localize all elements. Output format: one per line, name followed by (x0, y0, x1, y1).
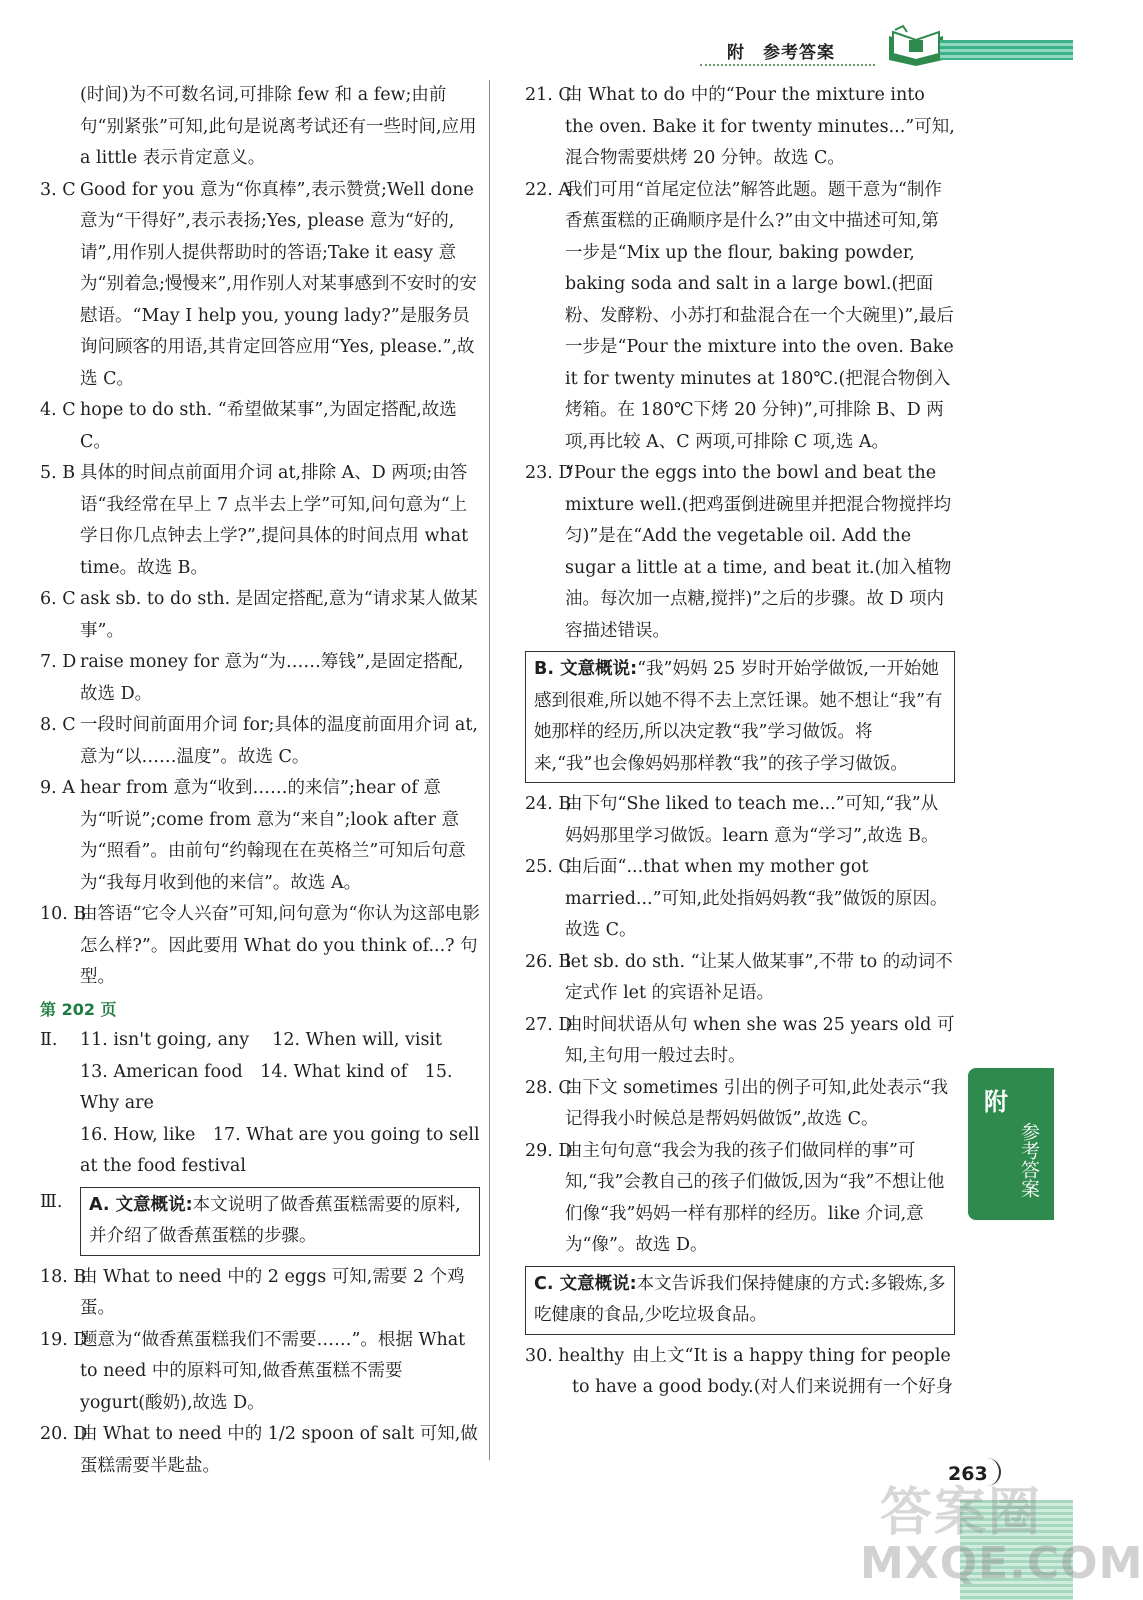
section-line: 13. American food 14. What kind of 15. Why are (80, 1061, 453, 1113)
answer-text: 由后面“...that when my mother got married...”可知,此处指妈妈教“我”做饭的原因。故选 C。 (565, 857, 948, 940)
appendix-side-tab (968, 1068, 1054, 1220)
answer-number: 18. B (40, 1266, 87, 1287)
answer-number: 25. C (525, 857, 572, 877)
answer-item (40, 773, 480, 899)
answer-item (40, 584, 480, 647)
book-logo-icon (885, 26, 947, 66)
answer-number: 20. D (40, 1424, 88, 1444)
section-3 (40, 1187, 480, 1256)
answer-number: 5. B (40, 463, 76, 483)
answer-item (525, 175, 955, 459)
answer-number: 8. C (40, 715, 76, 735)
answer-text: 由时间状语从句 when she was 25 years old 可知,主句用一般过去时。 (565, 1014, 955, 1066)
answer-number: 22. A (525, 179, 572, 200)
summary-text: 本文说明了做香蕉蛋糕需要的原料,并介绍了做香蕉蛋糕的步骤。 (89, 1194, 461, 1246)
answer-item (40, 1262, 480, 1325)
answer-text: 题意为“做香蕉蛋糕我们不需要……”。根据 What to need 中的原料可知,做香蕉蛋糕不需要 yogurt(酸奶),故选 D。 (80, 1329, 466, 1413)
summary-box-c (525, 1266, 955, 1335)
answer-text: “Pour the eggs into the bowl and beat the mixture well.(把鸡蛋倒进碗里并把混合物搅拌均匀)”是在“Add the vegetable oil. Add the sugar a little at a time, and beat it.(加入植物油。每次加一点糖,搅拌)”之后的步骤。故 D 项内容描述错误。 (565, 463, 952, 641)
answer-text: 具体的时间点前面用介词 at,排除 A、D 两项;由答语“我经常在早上 7 点半去上学”可知,问句意为“上学日你几点钟去上学?”,提问具体的时间点用 what time。故选 B。 (80, 463, 469, 578)
answer-text: 由 What to do 中的“Pour the mixture into the oven. Bake it for twenty minutes...”可知,混合物需要烘烤 20 分钟。故选 C。 (565, 85, 955, 168)
answer-number: 29. D (525, 1140, 573, 1161)
answer-number: 4. C (40, 400, 76, 420)
answer-text: 由 What to need 中的 1/2 spoon of salt 可知,做蛋糕需要半匙盐。 (80, 1424, 478, 1476)
section-number: Ⅲ. (40, 1191, 63, 1212)
answer-number: 7. D (40, 652, 77, 672)
answer-text: 一段时间前面用介词 for;具体的温度前面用介词 at,意为“以……温度”。故选 C。 (80, 715, 478, 767)
header-stripe-band (940, 40, 1073, 60)
answer-text: 我们可用“首尾定位法”解答此题。题干意为“制作香蕉蛋糕的正确顺序是什么?”由文中描述可知,第一步是“Mix up the flour, baking powder, baking soda and salt in a large bowl.(把面粉、发酵粉、小苏打和盐混合在一个大碗里)”,最后一步是“Pour the mixture into the oven. Bake it for twenty minutes at 180℃.(把混合物倒入烤箱。在 180℃下烤 20 分钟)”,可排除 B、D 两项,再比较 A、C 两项,可排除 C 项,选 A。 (565, 179, 954, 452)
answer-item (40, 710, 480, 773)
answer-item (525, 458, 955, 647)
answer-text: 由上文“It is a happy thing for people to have a good body.(对人们来说拥有一个好身 (572, 1345, 954, 1397)
section-2 (40, 1025, 480, 1183)
summary-label: A. 文意概说: (89, 1194, 193, 1215)
side-tab-label-short: 附 (984, 1088, 1008, 1116)
answer-number: 27. D (525, 1014, 573, 1035)
answer-item (525, 1010, 955, 1073)
answer-number: 3. C (40, 179, 76, 200)
answer-item (40, 1419, 480, 1482)
answer-number: 6. C (40, 589, 76, 609)
answer-item (525, 789, 955, 852)
answer-item (525, 1136, 955, 1262)
answer-text: 由下文 sometimes 引出的例子可知,此处表示“我记得我小时候总是帮妈妈做饭”,故选 C。 (565, 1077, 949, 1129)
section-line: 11. isn't going, any 12. When will, visit (80, 1030, 443, 1050)
watermark-logo: 答案圈 (880, 1483, 1043, 1543)
answer-item (40, 458, 480, 584)
column-divider (489, 80, 490, 1460)
answer-number: 23. D (525, 463, 573, 483)
answer-text: 由答语“它令人兴奋”可知,问句意为“你认为这部电影怎么样?”。因此要用 What do you think of...? 句型。 (80, 904, 480, 987)
summary-label: C. 文意概说: (534, 1273, 637, 1294)
answer-item (40, 1325, 480, 1420)
page-header (0, 0, 1073, 70)
answer-item (525, 1073, 955, 1136)
answer-number: 10. B (40, 904, 87, 924)
answer-item (525, 852, 955, 947)
answer-item (40, 175, 480, 396)
summary-box-b (525, 651, 955, 783)
answer-text: hope to do sth. “希望做某事”,为固定搭配,故选 C。 (80, 400, 457, 452)
answer-item (525, 1341, 955, 1404)
answer-number: 21. C (525, 85, 572, 105)
watermark-url: MXQE.COM (860, 1538, 1143, 1589)
summary-label: B. 文意概说: (534, 659, 638, 679)
answer-item (525, 80, 955, 175)
answer-text: raise money for 意为“为……筹钱”,是固定搭配,故选 D。 (80, 652, 464, 704)
answer-item (525, 947, 955, 1010)
answer-number: 19. D (40, 1329, 88, 1350)
answer-text: 由下句“She liked to teach me...”可知,“我”从妈妈那里学习做饭。learn 意为“学习”,故选 B。 (565, 794, 939, 846)
summary-text: “我”妈妈 25 岁时开始学做饭,一开始她感到很难,所以她不得不去上烹饪课。她不想让“我”有她那样的经历,所以决定教“我”学习做饭。将来,“我”也会像妈妈那样教“我”的孩子学习做饭。 (534, 659, 943, 774)
summary-text: 本文告诉我们保持健康的方式:多锻炼,多吃健康的食品,少吃垃圾食品。 (534, 1273, 946, 1325)
answer-item (40, 395, 480, 458)
summary-box-a (80, 1187, 480, 1256)
answer-text: Good for you 意为“你真棒”,表示赞赏;Well done 意为“干得好”,表示表扬;Yes, please 意为“好的,请”,用作别人提供帮助时的答语;Take it easy 意为“别着急;慢慢来”,用作别人对某事感到不安时的安慰语。“May I help you, young lady?”是服务员询问顾客的用语,其肯定回答应用“Yes, please.”,故选 C。 (80, 179, 477, 389)
answer-item (40, 647, 480, 710)
answer-number: 26. B (525, 951, 572, 972)
answer-number: 28. C (525, 1077, 572, 1098)
answer-item (40, 899, 480, 994)
answer-number: 30. healthy (525, 1345, 625, 1366)
answer-text: let sb. do sth. “让某人做某事”,不带 to 的动词不定式作 let 的宾语补足语。 (565, 951, 953, 1003)
answer-number: 9. A (40, 778, 75, 798)
answer-text: ask sb. to do sth. 是固定搭配,意为“请求某人做某事”。 (80, 589, 478, 641)
left-column (40, 80, 480, 1482)
section-number: Ⅱ. (40, 1030, 58, 1050)
right-column (525, 80, 955, 1404)
answer-continuation: (时间)为不可数名词,可排除 few 和 a few;由前句“别紧张”可知,此句是说离考试还有一些时间,应用 a little 表示肯定意义。 (80, 85, 477, 168)
answer-text: 由 What to need 中的 2 eggs 可知,需要 2 个鸡蛋。 (80, 1266, 465, 1318)
header-title: 附 参考答案 (727, 43, 835, 63)
section-line: 16. How, like 17. What are you going to sell at the food festival (80, 1124, 480, 1176)
header-dotted-rule (700, 64, 875, 66)
page-heading: 第 202 页 (40, 999, 117, 1019)
answer-number: 24. B (525, 794, 572, 814)
answer-text: 由主句句意“我会为我的孩子们做同样的事”可知,“我”会教自己的孩子们做饭,因为“我”不想让他们像“我”妈妈一样有那样的经历。like 介词,意为“像”。故选 D。 (565, 1140, 945, 1255)
answer-text: hear from 意为“收到……的来信”;hear of 意为“听说”;come from 意为“来自”;look after 意为“照看”。由前句“约翰现在在英格兰”可知后句意为“我每月收到他的来信”。故选 A。 (80, 778, 466, 893)
side-tab-label: 参考答案 (1018, 1122, 1040, 1198)
page-number: 263 (948, 1463, 988, 1485)
